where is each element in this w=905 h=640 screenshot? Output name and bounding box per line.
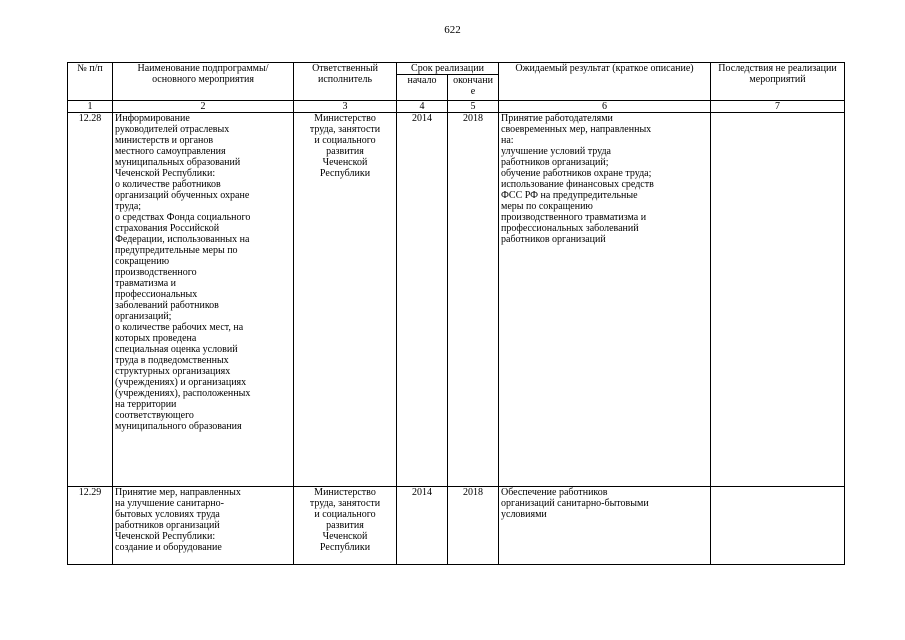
header-name: Наименование подпрограммы/ основного мероприятия [113, 63, 294, 101]
column-number: 4 [397, 101, 448, 113]
column-number: 5 [448, 101, 499, 113]
row-start: 2014 [397, 113, 448, 487]
header-result: Ожидаемый результат (краткое описание) [499, 63, 711, 101]
header-end: окончани е [448, 75, 499, 101]
row-responsible: Министерство труда, занятости и социального развития Чеченской Республики [294, 113, 397, 487]
column-number: 2 [113, 101, 294, 113]
row-consequences [711, 487, 845, 565]
row-end: 2018 [448, 487, 499, 565]
row-num: 12.28 [68, 113, 113, 487]
header-responsible: Ответственный исполнитель [294, 63, 397, 101]
column-number: 1 [68, 101, 113, 113]
header-start: начало [397, 75, 448, 101]
program-table [67, 62, 845, 565]
row-start: 2014 [397, 487, 448, 565]
header-num: № п/п [68, 63, 113, 101]
row-num: 12.29 [68, 487, 113, 565]
row-result: Принятие работодателями своевременных мер, направленных на: улучшение условий труда работников организаций; обучение работников охране труда; использование финансовых средств ФСС РФ на предупредительные меры по сокращению производственного травматизма и профессиональных заболеваний работников организаций [499, 113, 711, 487]
header-consequences: Последствия не реализации мероприятий [711, 63, 845, 101]
header-period: Срок реализации [397, 63, 499, 75]
row-end: 2018 [448, 113, 499, 487]
row-name: Принятие мер, направленных на улучшение санитарно- бытовых условиях труда работников организаций Чеченской Республики: создание и оборудование [113, 487, 294, 565]
page-number: 622 [444, 24, 461, 36]
row-name: Информирование руководителей отраслевых министерств и органов местного самоуправления муниципальных образований Чеченской Республики: о количестве работников организаций обученных охране труда; о средствах Фонда социального страхования Российской Федерации, использованных на предупредительные меры по сокращению производственного травматизма и профессиональных заболеваний работников организаций; о количестве рабочих мест, на которых проведена специальная оценка условий труда в подведомственных структурных организациях (учреждениях) и организациях (учреждениях), расположенных на территории соответствующего муниципального образования [113, 113, 294, 487]
column-number: 3 [294, 101, 397, 113]
row-consequences [711, 113, 845, 487]
column-number: 6 [499, 101, 711, 113]
table-row [68, 487, 845, 565]
row-responsible: Министерство труда, занятости и социального развития Чеченской Республики [294, 487, 397, 565]
table-row [68, 113, 845, 487]
column-number: 7 [711, 101, 845, 113]
row-result: Обеспечение работников организаций санитарно-бытовыми условиями [499, 487, 711, 565]
